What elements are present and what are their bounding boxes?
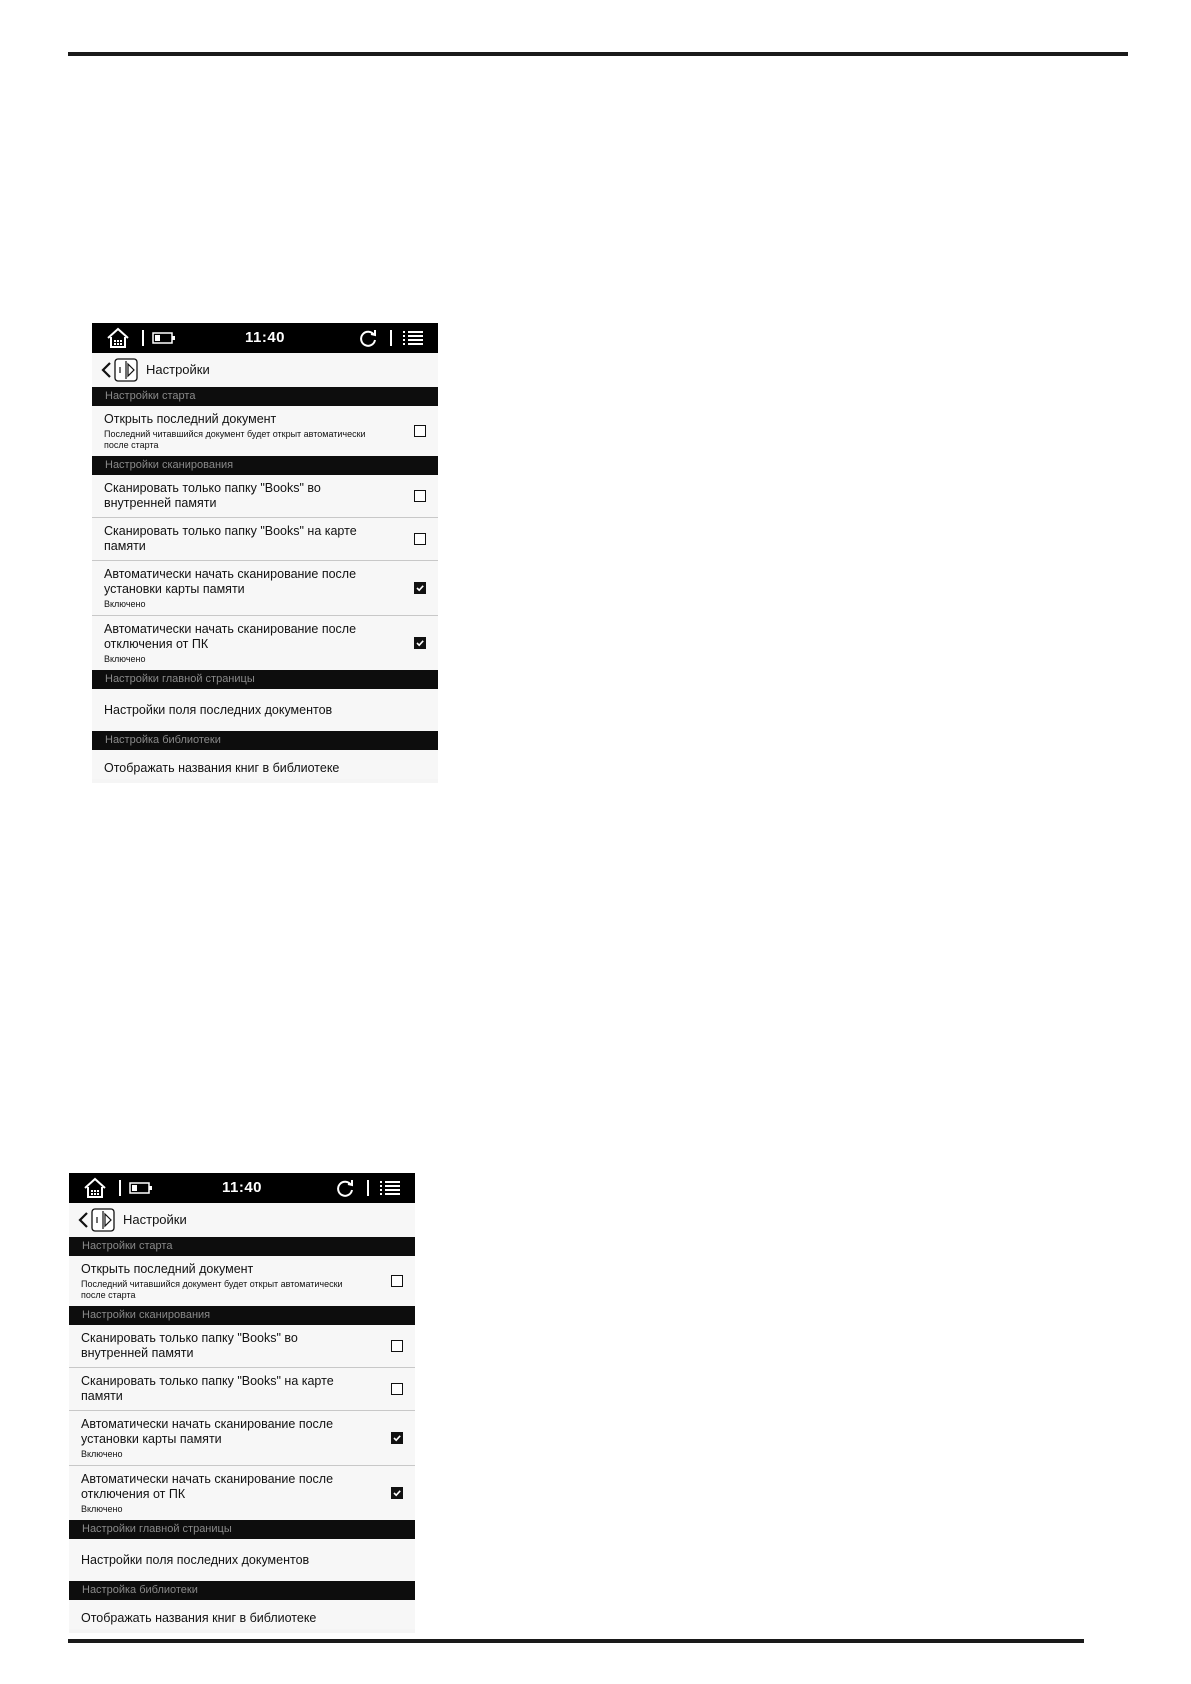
setting-label: Сканировать только папку "Books" во внутренней памяти: [104, 480, 321, 510]
section-header-start: Настройки старта: [69, 1237, 415, 1256]
sync-icon[interactable]: [358, 328, 378, 348]
setting-scan-books-internal[interactable]: [69, 1325, 415, 1367]
setting-open-last-document[interactable]: [69, 1256, 415, 1306]
title-bar: [69, 1203, 415, 1237]
status-clock: 11:40: [244, 329, 286, 346]
setting-label: Отображать названия книг в библиотеке: [104, 761, 340, 775]
setting-description: Последний читавшийся документ будет открыт автоматически после старта: [81, 1278, 343, 1300]
setting-auto-scan-after-card-insert[interactable]: [69, 1410, 415, 1465]
setting-label: Открыть последний документ: [104, 412, 277, 426]
section-header-start: Настройки старта: [92, 387, 438, 406]
section-header-library: Настройка библиотеки: [92, 731, 438, 750]
setting-auto-scan-after-pc-disconnect[interactable]: [92, 615, 438, 670]
checkbox-auto-scan-after-pc-disconnect[interactable]: [391, 1487, 403, 1499]
setting-label: Настройки поля последних документов: [104, 702, 333, 717]
setting-label: Сканировать только папку "Books" на карте памяти: [104, 523, 357, 553]
sync-icon[interactable]: [335, 1178, 355, 1198]
status-bar: [69, 1173, 415, 1203]
device-screenshot-1: [92, 323, 438, 783]
setting-auto-scan-after-card-insert[interactable]: [92, 560, 438, 615]
setting-label: Отображать названия книг в библиотеке: [81, 1611, 317, 1625]
checkbox-open-last-document[interactable]: [391, 1275, 403, 1287]
setting-status: Включено: [104, 653, 146, 664]
setting-scan-books-internal[interactable]: [92, 475, 438, 517]
checkmark-icon: [392, 1433, 402, 1443]
section-header-scan: Настройки сканирования: [92, 456, 438, 475]
section-header-scan: Настройки сканирования: [69, 1306, 415, 1325]
checkmark-icon: [415, 583, 425, 593]
checkbox-scan-books-internal[interactable]: [414, 490, 426, 502]
setting-label: Настройки поля последних документов: [81, 1552, 310, 1567]
title-bar: [92, 353, 438, 387]
checkbox-auto-scan-after-pc-disconnect[interactable]: [414, 637, 426, 649]
menu-list-icon[interactable]: [402, 329, 424, 347]
back-arrow-icon[interactable]: [100, 361, 112, 379]
section-header-home: Настройки главной страницы: [69, 1520, 415, 1539]
setting-label: Открыть последний документ: [81, 1262, 254, 1276]
setting-status: Включено: [104, 598, 146, 609]
section-header-library: Настройка библиотеки: [69, 1581, 415, 1600]
setting-scan-books-sd-card[interactable]: [69, 1367, 415, 1410]
setting-auto-scan-after-pc-disconnect[interactable]: [69, 1465, 415, 1520]
setting-scan-books-sd-card[interactable]: [92, 517, 438, 560]
setting-show-book-titles[interactable]: [69, 1600, 415, 1629]
status-divider: [367, 1180, 369, 1196]
device-screenshot-2: [69, 1173, 415, 1633]
back-arrow-icon[interactable]: [77, 1211, 89, 1229]
checkbox-auto-scan-after-card-insert[interactable]: [391, 1432, 403, 1444]
setting-label: Автоматически начать сканирование после отключения от ПК: [81, 1471, 334, 1501]
settings-app-icon: [91, 1208, 115, 1232]
setting-label: Автоматически начать сканирование после установки карты памяти: [81, 1416, 334, 1446]
setting-show-book-titles[interactable]: [92, 750, 438, 779]
setting-recent-documents-field[interactable]: [92, 689, 438, 732]
setting-status: Включено: [81, 1448, 123, 1459]
checkbox-auto-scan-after-card-insert[interactable]: [414, 582, 426, 594]
page-title: Настройки: [123, 1212, 187, 1227]
checkmark-icon: [392, 1488, 402, 1498]
page-title: Настройки: [146, 362, 210, 377]
checkbox-scan-books-sd-card[interactable]: [414, 533, 426, 545]
menu-list-icon[interactable]: [379, 1179, 401, 1197]
status-clock: 11:40: [221, 1179, 263, 1196]
setting-label: Автоматически начать сканирование после отключения от ПК: [104, 621, 357, 651]
page-top-rule: [68, 52, 1128, 56]
setting-status: Включено: [81, 1503, 123, 1514]
checkbox-open-last-document[interactable]: [414, 425, 426, 437]
setting-description: Последний читавшийся документ будет открыт автоматически после старта: [104, 428, 366, 450]
setting-open-last-document[interactable]: [92, 406, 438, 456]
page-bottom-rule: [68, 1639, 1084, 1643]
section-header-home: Настройки главной страницы: [92, 670, 438, 689]
status-bar: [92, 323, 438, 353]
setting-label: Сканировать только папку "Books" во внутренней памяти: [81, 1330, 298, 1360]
checkbox-scan-books-internal[interactable]: [391, 1340, 403, 1352]
setting-label: Автоматически начать сканирование после установки карты памяти: [104, 566, 357, 596]
setting-recent-documents-field[interactable]: [69, 1539, 415, 1582]
checkbox-scan-books-sd-card[interactable]: [391, 1383, 403, 1395]
checkmark-icon: [415, 638, 425, 648]
setting-label: Сканировать только папку "Books" на карте памяти: [81, 1373, 334, 1403]
status-divider: [390, 330, 392, 346]
settings-app-icon: [114, 358, 138, 382]
